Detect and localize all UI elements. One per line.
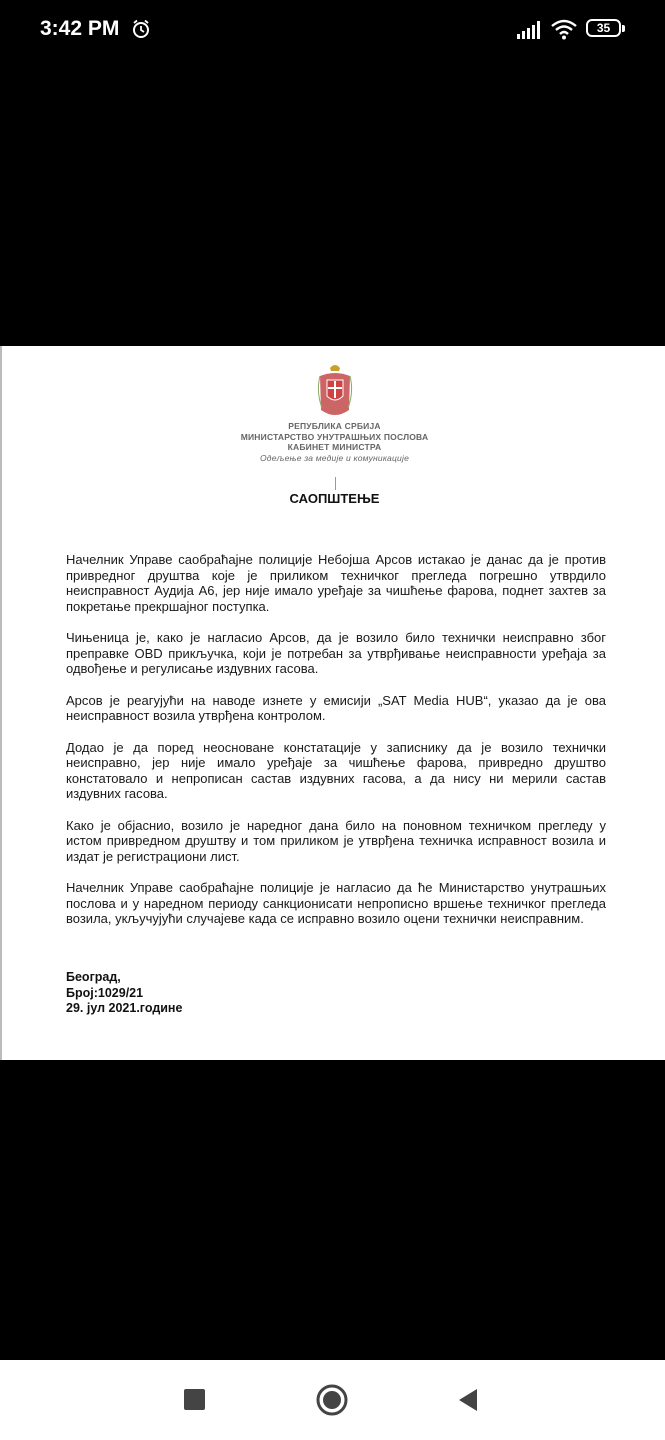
document-body (66, 552, 606, 943)
wifi-icon (550, 18, 578, 40)
paragraph: Додао је да поред неосноване констатације у записнику да је возило технички неисправно, јер није имало уређаје за чишћење фарова, привредно друштво констатовало и непрописан састав издувних гасова, а да нису ни мерили састав издувних гасова. (66, 739, 606, 801)
battery-level: 35 (596, 21, 611, 35)
signal-icon (515, 20, 543, 40)
document-image (0, 346, 665, 1060)
serbian-coat-of-arms-icon (316, 362, 354, 420)
document-header (2, 421, 665, 463)
header-department: Одељење за медије и комуникације (260, 452, 409, 463)
home-circle-icon[interactable] (316, 1384, 348, 1416)
header-divider (335, 477, 336, 490)
header-cabinet: КАБИНЕТ МИНИСТРА (287, 442, 382, 452)
paragraph: Чињеница је, како је нагласио Арсов, да је возило било технички неисправно због преправке OBD прикључка, који је потребан за утврђивање неисправности уређаја за одвођење и регулисање издувних гасова. (66, 630, 606, 676)
paragraph: Како је објаснио, возило је наредног дана било на поновном техничком прегледу у истом привредном друштву и том приликом је утврђена техничка исправност возила и издат је регистрациони лист. (66, 817, 606, 864)
back-triangle-icon[interactable] (458, 1388, 478, 1412)
status-bar (0, 0, 665, 60)
signature-place: Београд, (66, 970, 121, 984)
paragraph: Арсов је реагујући на наводе изнете у емисији „SAT Media HUB“, указао да је ова неисправност возила утврђена контролом. (66, 692, 606, 723)
battery-icon (586, 19, 626, 39)
signature-date: 29. јул 2021.године (66, 1001, 183, 1015)
status-time: 3:42 PM (40, 17, 120, 40)
header-republic: РЕПУБЛИКА СРБИЈА (288, 421, 381, 431)
paragraph: Начелник Управе саобраћајне полиције Небојша Арсов истакао је данас да је против привредног друштва које је приликом техничког прегледа погрешно утврдило неисправност Аудија А6, јер није имало уређаје за чишћење фарова, поднет захтев за покретање прекршајног поступка. (66, 552, 606, 614)
paragraph: Начелник Управе саобраћајне полиције је нагласио да ће Министарство унутрашњих послова и у наредном периоду санкционисати непрописно вршење техничког прегледа возила, укључујући случајеве када се исправно возило оцени технички неисправним. (66, 880, 606, 926)
recents-square-icon[interactable] (184, 1389, 205, 1410)
header-ministry: МИНИСТАРСТВО УНУТРАШЊИХ ПОСЛОВА (240, 431, 429, 442)
document-signature (66, 970, 182, 1017)
signature-number: Број:1029/21 (66, 985, 144, 1000)
document-title: САОПШТЕЊЕ (289, 491, 380, 506)
alarm-icon (131, 19, 151, 39)
